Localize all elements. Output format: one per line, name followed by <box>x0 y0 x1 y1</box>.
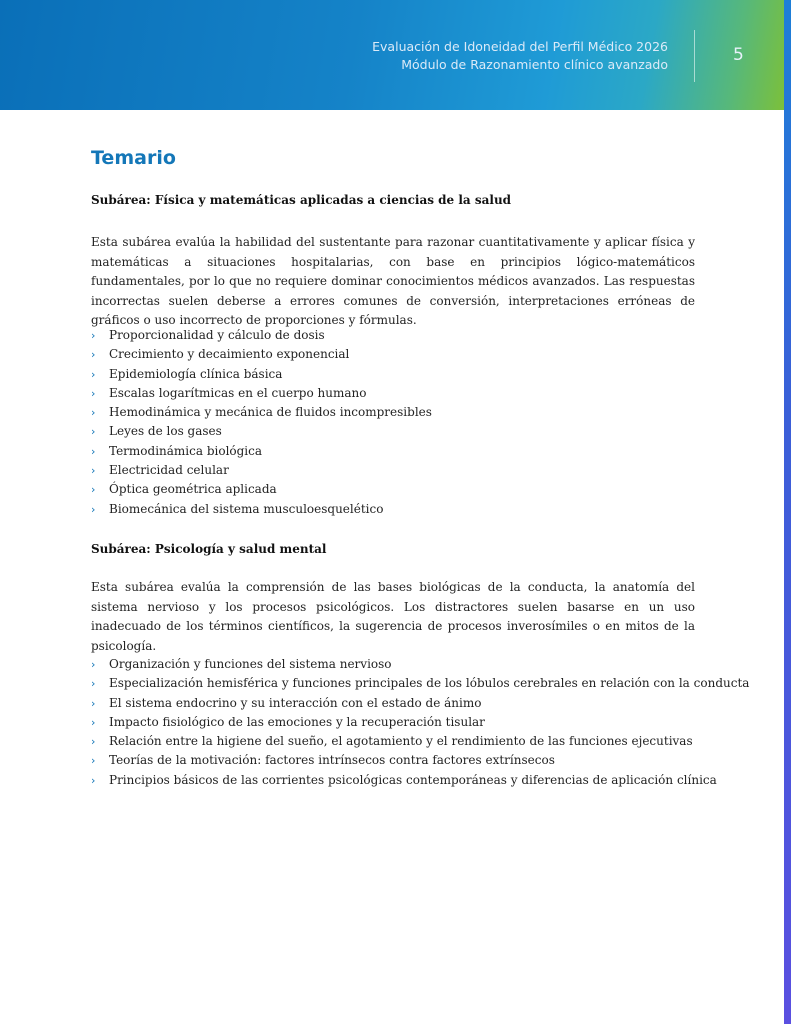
page-number: 5 <box>733 45 744 65</box>
list-item-text: El sistema endocrino y su interacción con el estado de ánimo <box>109 695 482 710</box>
list-item-text: Leyes de los gases <box>109 424 222 439</box>
page-edge-bar <box>784 0 791 1024</box>
section-2-paragraph: Esta subárea evalúa la comprensión de las bases biológicas de la conducta, la anatomía del sistema nervioso y los procesos psicológicos. Los distractores suelen basarse en un uso inadecuado de los términos científicos, la sugerencia de procesos inverosímiles o en mitos de la psicología. <box>91 580 695 653</box>
bullet-chevron-icon: › <box>91 773 96 787</box>
bullet-chevron-icon: › <box>91 754 96 768</box>
list-item-text: Biomecánica del sistema musculoesquelético <box>109 501 384 516</box>
section-1-list <box>91 326 432 519</box>
page-title: Temario <box>91 147 176 169</box>
bullet-chevron-icon: › <box>91 425 96 439</box>
section-1-paragraph: Esta subárea evalúa la habilidad del sustentante para razonar cuantitativamente y aplicar física y matemáticas a situaciones hospitalarias, con base en principios lógico-matemáticos fundamentales, por lo que no requiere dominar conocimientos médicos avanzados. Las respuestas incorrectas suelen deberse a errores comunes de conversión, interpretaciones erróneas de gráficos o uso incorrecto de proporciones y fórmulas. <box>91 235 695 327</box>
list-item-text: Epidemiología clínica básica <box>109 366 283 381</box>
section-2-heading: Subárea: Psicología y salud mental <box>91 542 327 556</box>
section-2-list <box>91 655 749 790</box>
list-item-text: Termodinámica biológica <box>109 443 263 458</box>
list-item <box>91 674 749 693</box>
list-item <box>91 694 749 713</box>
list-item <box>91 713 749 732</box>
list-item-text: Organización y funciones del sistema nervioso <box>109 657 392 671</box>
bullet-chevron-icon: › <box>91 483 96 497</box>
list-item <box>91 732 749 751</box>
header-document-title: Evaluación de Idoneidad del Perfil Médico 2026 <box>372 39 668 54</box>
list-item-text: Principios básicos de las corrientes psicológicas contemporáneas y diferencias de aplicación clínica <box>109 772 717 787</box>
bullet-chevron-icon: › <box>91 464 96 478</box>
list-item-text: Óptica geométrica aplicada <box>109 482 277 497</box>
bullet-chevron-icon: › <box>91 444 96 458</box>
list-item <box>91 655 749 674</box>
header-module-title: Módulo de Razonamiento clínico avanzado <box>401 57 668 72</box>
header-divider <box>694 30 695 82</box>
bullet-chevron-icon: › <box>91 715 96 729</box>
list-item-text: Hemodinámica y mecánica de fluidos incompresibles <box>109 405 432 420</box>
bullet-chevron-icon: › <box>91 348 96 362</box>
bullet-chevron-icon: › <box>91 677 96 691</box>
list-item-text: Escalas logarítmicas en el cuerpo humano <box>109 385 367 400</box>
list-item <box>91 345 432 364</box>
bullet-chevron-icon: › <box>91 367 96 381</box>
section-1-heading: Subárea: Física y matemáticas aplicadas a ciencias de la salud <box>91 193 512 207</box>
list-item-text: Proporcionalidad y cálculo de dosis <box>109 328 325 342</box>
list-item <box>91 751 749 770</box>
bullet-chevron-icon: › <box>91 696 96 710</box>
list-item-text: Especialización hemisférica y funciones principales de los lóbulos cerebrales en relación con la conducta <box>109 676 750 691</box>
list-item <box>91 461 432 480</box>
list-item <box>91 326 432 345</box>
list-item-text: Impacto fisiológico de las emociones y la recuperación tisular <box>109 714 485 729</box>
list-item-text: Electricidad celular <box>109 463 229 478</box>
bullet-chevron-icon: › <box>91 735 96 749</box>
list-item <box>91 771 749 790</box>
bullet-chevron-icon: › <box>91 386 96 400</box>
list-item <box>91 480 432 499</box>
list-item-text: Teorías de la motivación: factores intrínsecos contra factores extrínsecos <box>109 753 555 768</box>
list-item <box>91 403 432 422</box>
list-item <box>91 422 432 441</box>
page-header <box>0 0 784 110</box>
list-item-text: Relación entre la higiene del sueño, el agotamiento y el rendimiento de las funciones ejecutivas <box>109 734 693 749</box>
header-text <box>372 38 668 74</box>
bullet-chevron-icon: › <box>91 658 96 671</box>
list-item <box>91 384 432 403</box>
bullet-chevron-icon: › <box>91 329 96 342</box>
list-item <box>91 442 432 461</box>
bullet-chevron-icon: › <box>91 406 96 420</box>
list-item <box>91 500 432 519</box>
bullet-chevron-icon: › <box>91 502 96 516</box>
list-item-text: Crecimiento y decaimiento exponencial <box>109 347 350 362</box>
list-item <box>91 365 432 384</box>
